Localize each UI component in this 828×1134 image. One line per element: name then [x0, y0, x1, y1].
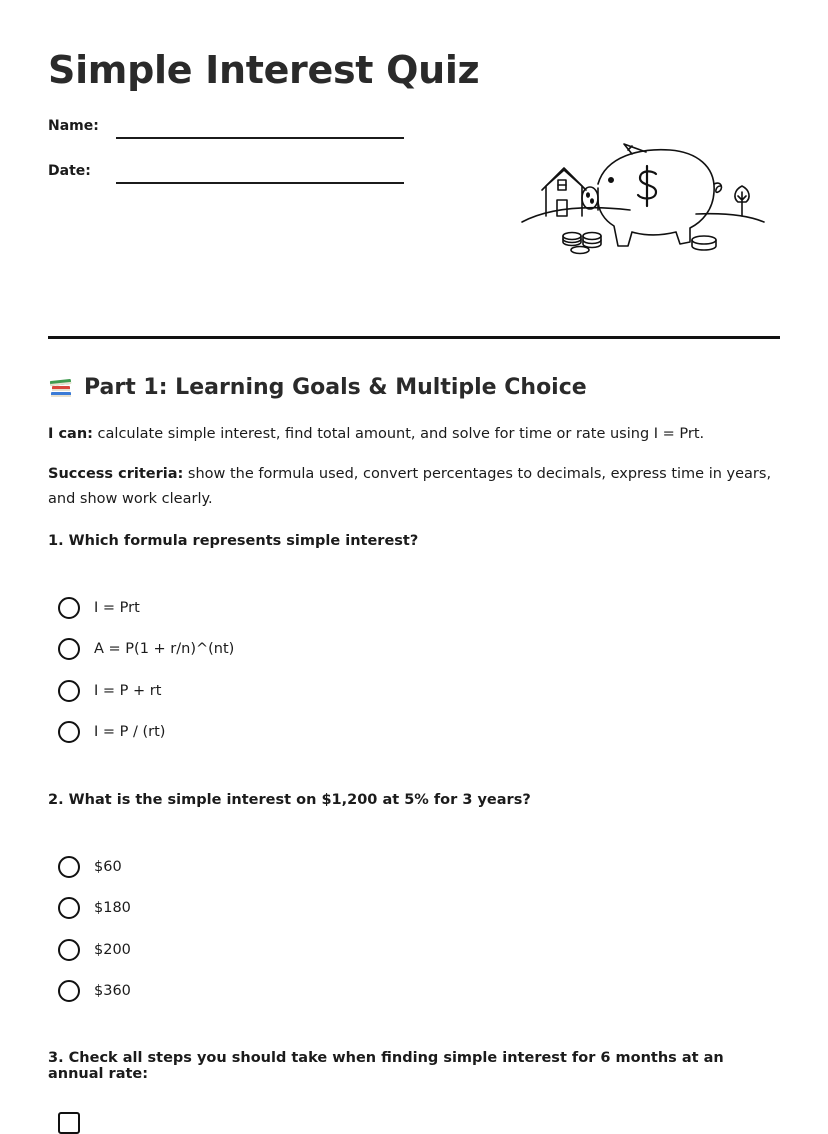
name-input-line[interactable]	[116, 137, 404, 139]
option-label: I = P / (rt)	[94, 724, 166, 740]
success-criteria-label: Success criteria:	[48, 466, 184, 482]
success-criteria-text: show the formula used, convert percentages to decimals, express time in years, and show work clearly.	[48, 466, 772, 507]
page-title: Simple Interest Quiz	[48, 48, 480, 92]
part1-heading	[48, 374, 587, 400]
option-label: I = Prt	[94, 600, 140, 616]
question-2-option[interactable]	[58, 979, 131, 1003]
question-1: 1. Which formula represents simple interest?	[48, 533, 419, 549]
radio-button[interactable]	[58, 897, 80, 919]
radio-button[interactable]	[58, 939, 80, 961]
date-label: Date:	[48, 163, 91, 179]
question-1-option[interactable]	[58, 679, 161, 703]
radio-button[interactable]	[58, 980, 80, 1002]
question-1-option[interactable]	[58, 637, 234, 661]
learning-goal	[48, 422, 780, 447]
radio-button[interactable]	[58, 680, 80, 702]
question-1-option[interactable]	[58, 720, 165, 744]
question-3: 3. Check all steps you should take when finding simple interest for 6 months at an annual rate:	[48, 1050, 724, 1082]
option-label: $360	[94, 983, 131, 999]
success-criteria	[48, 462, 780, 512]
option-label: $60	[94, 859, 122, 875]
question-3-checkbox[interactable]	[58, 1112, 80, 1134]
piggy-bank-illustration	[520, 140, 770, 258]
name-field	[48, 118, 408, 142]
option-label: A = P(1 + r/n)^(nt)	[94, 641, 235, 657]
i-can-text: calculate simple interest, find total amount, and solve for time or rate using I = Prt.	[92, 426, 705, 442]
radio-button[interactable]	[58, 721, 80, 743]
question-2: 2. What is the simple interest on $1,200 at 5% for 3 years?	[48, 792, 531, 808]
radio-button[interactable]	[58, 856, 80, 878]
question-1-option[interactable]	[58, 596, 140, 620]
question-2-option[interactable]	[58, 896, 131, 920]
i-can-label: I can:	[48, 426, 93, 442]
option-label: I = P + rt	[94, 683, 162, 699]
part1-heading-text: Part 1: Learning Goals & Multiple Choice	[84, 374, 587, 400]
option-label: $180	[94, 900, 131, 916]
option-label: $200	[94, 942, 131, 958]
date-input-line[interactable]	[116, 182, 404, 184]
radio-button[interactable]	[58, 597, 80, 619]
question-2-option[interactable]	[58, 855, 122, 879]
radio-button[interactable]	[58, 638, 80, 660]
question-2-option[interactable]	[58, 938, 131, 962]
name-label: Name:	[48, 118, 99, 134]
date-field	[48, 163, 408, 187]
section-divider	[48, 336, 780, 339]
books-icon	[48, 374, 74, 400]
